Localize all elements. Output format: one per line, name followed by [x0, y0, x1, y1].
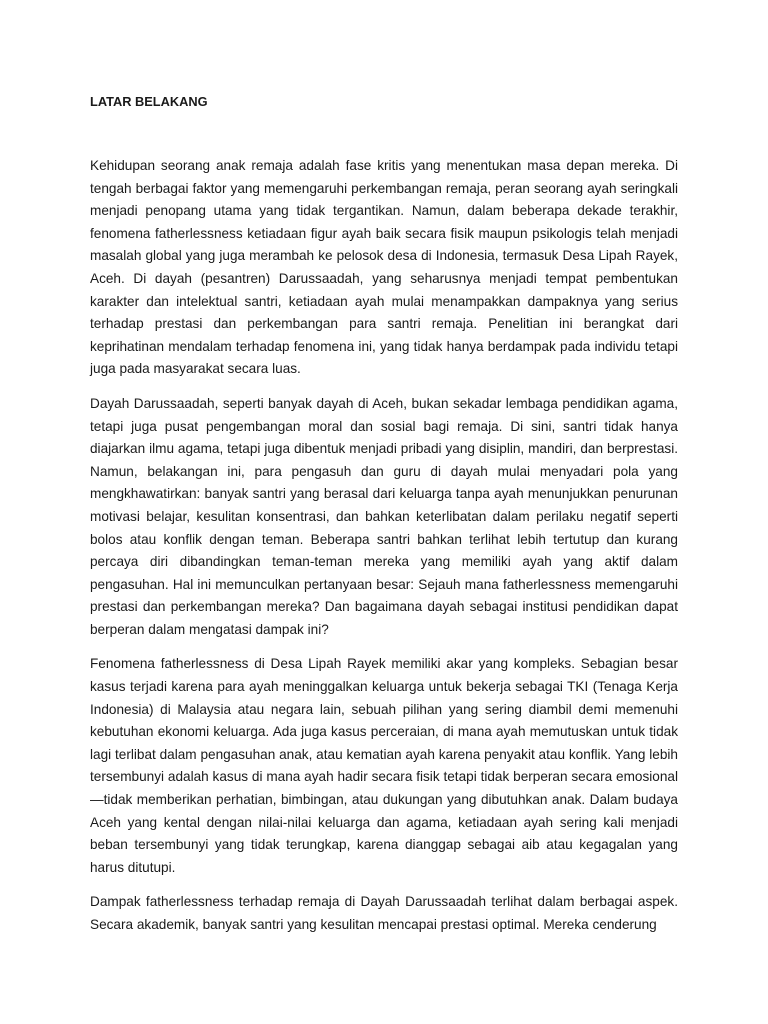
paragraph-3: Fenomena fatherlessness di Desa Lipah Rayek memiliki akar yang kompleks. Sebagian besar kasus terjadi karena para ayah meninggalkan keluarga untuk bekerja sebagai TKI (Tenaga Kerja Indonesia) di Malaysia atau negara lain, sebuah pilihan yang sering diambil demi memenuhi kebutuhan ekonomi keluarga. Ada juga kasus perceraian, di mana ayah memutuskan untuk tidak lagi terlibat dalam pengasuhan anak, atau kematian ayah karena penyakit atau konflik. Yang lebih tersembunyi adalah kasus di mana ayah hadir secara fisik tetapi tidak berperan secara emosional—tidak memberikan perhatian, bimbingan, atau dukungan yang dibutuhkan anak. Dalam budaya Aceh yang kental dengan nilai-nilai keluarga dan agama, ketiadaan ayah sering kali menjadi beban tersembunyi yang tidak terungkap, karena dianggap sebagai aib atau kegagalan yang harus ditutupi. — [90, 656, 678, 875]
section-heading: LATAR BELAKANG — [90, 94, 208, 109]
paragraph-4: Dampak fatherlessness terhadap remaja di Dayah Darussaadah terlihat dalam berbagai aspek. Secara akademik, banyak santri yang kesulitan mencapai prestasi optimal. Mereka cenderung — [90, 894, 678, 932]
paragraph-1: Kehidupan seorang anak remaja adalah fase kritis yang menentukan masa depan mereka. Di tengah berbagai faktor yang memengaruhi perkembangan remaja, peran seorang ayah seringkali menjadi penopang utama yang tidak tergantikan. Namun, dalam beberapa dekade terakhir, fenomena fatherlessness ketiadaan figur ayah baik secara fisik maupun psikologis telah menjadi masalah global yang juga merambah ke pelosok desa di Indonesia, termasuk Desa Lipah Rayek, Aceh. Di dayah (pesantren) Darussaadah, yang seharusnya menjadi tempat pembentukan karakter dan intelektual santri, ketiadaan ayah mulai menampakkan dampaknya yang serius terhadap prestasi dan perkembangan para santri remaja. Penelitian ini berangkat dari keprihatinan mendalam terhadap fenomena ini, yang tidak hanya berdampak pada individu tetapi juga pada masyarakat secara luas. — [90, 158, 678, 377]
paragraph-2: Dayah Darussaadah, seperti banyak dayah di Aceh, bukan sekadar lembaga pendidikan agama, tetapi juga pusat pengembangan moral dan sosial bagi remaja. Di sini, santri tidak hanya diajarkan ilmu agama, tetapi juga dibentuk menjadi pribadi yang disiplin, mandiri, dan berprestasi. Namun, belakangan ini, para pengasuh dan guru di dayah mulai menyadari pola yang mengkhawatirkan: banyak santri yang berasal dari keluarga tanpa ayah menunjukkan penurunan motivasi belajar, kesulitan konsentrasi, dan bahkan keterlibatan dalam perilaku negatif seperti bolos atau konflik dengan teman. Beberapa santri bahkan terlihat lebih tertutup dan kurang percaya diri dibandingkan teman-teman mereka yang memiliki ayah yang aktif dalam pengasuhan. Hal ini memunculkan pertanyaan besar: Sejauh mana fatherlessness memengaruhi prestasi dan perkembangan mereka? Dan bagaimana dayah sebagai institusi pendidikan dapat berperan dalam mengatasi dampak ini? — [90, 395, 678, 637]
document-body — [90, 92, 678, 937]
